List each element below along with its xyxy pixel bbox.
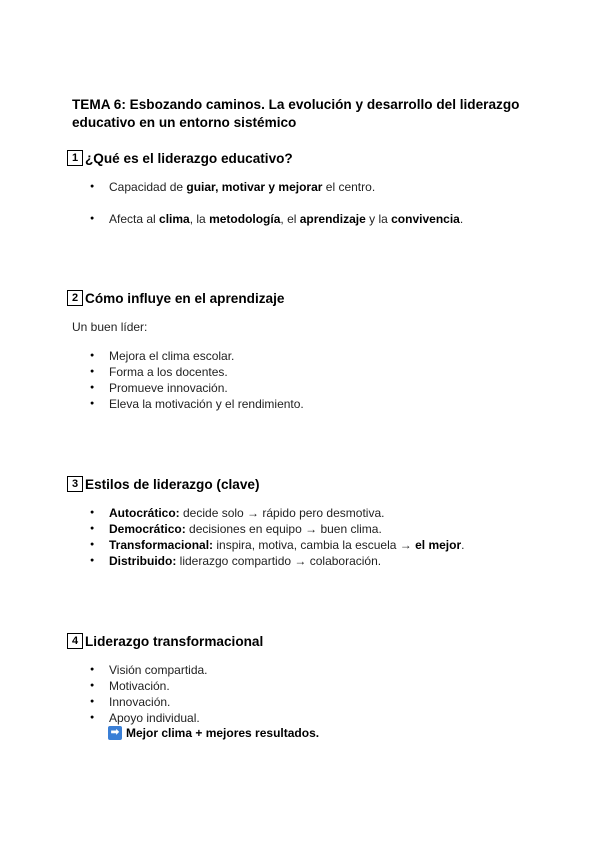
list-item: ● Apoyo individual.	[0, 710, 560, 726]
section-3-title: Estilos de liderazgo (clave)	[85, 476, 260, 492]
section-3-heading	[67, 476, 260, 492]
list-item: ● Capacidad de guiar, motivar y mejorar el centro.	[0, 179, 560, 195]
number-4-icon: 4	[67, 633, 83, 649]
list-item: ● Forma a los docentes.	[0, 364, 560, 380]
number-1-icon: 1	[67, 150, 83, 166]
list-item: ● Innovación.	[0, 694, 560, 710]
conclusion-line	[108, 726, 319, 740]
section-4-title: Liderazgo transformacional	[85, 633, 264, 649]
list-item: ● Democrático: decisiones en equipo → buen clima.	[0, 521, 560, 537]
section-4-list	[0, 662, 560, 726]
number-3-icon: 3	[67, 476, 83, 492]
list-item: ● Afecta al clima, la metodología, el aprendizaje y la convivencia.	[0, 211, 560, 227]
list-item: ● Transformacional: inspira, motiva, cambia la escuela → el mejor.	[0, 537, 560, 553]
section-2-list	[0, 348, 560, 412]
document-title: TEMA 6: Esbozando caminos. La evolución y desarrollo del liderazgo educativo en un entorno sistémico	[72, 97, 520, 130]
list-item: ● Eleva la motivación y el rendimiento.	[0, 396, 560, 412]
list-item: ● Distribuido: liderazgo compartido → colaboración.	[0, 553, 560, 569]
section-1-title: ¿Qué es el liderazgo educativo?	[85, 150, 293, 166]
section-2-heading	[67, 290, 284, 306]
right-arrow-icon: ➡	[108, 726, 122, 740]
list-item: ● Autocrático: decide solo → rápido pero desmotiva.	[0, 505, 560, 521]
list-item: ● Promueve innovación.	[0, 380, 560, 396]
section-2-intro: Un buen líder:	[72, 320, 148, 334]
list-item: ● Motivación.	[0, 678, 560, 694]
section-1-heading	[67, 150, 293, 166]
section-3-list	[0, 505, 560, 569]
section-4-heading	[67, 633, 263, 649]
conclusion-text: Mejor clima + mejores resultados.	[126, 726, 320, 740]
number-2-icon: 2	[67, 290, 83, 306]
section-2-title: Cómo influye en el aprendizaje	[85, 290, 285, 306]
list-item: ● Mejora el clima escolar.	[0, 348, 560, 364]
section-1-list	[0, 179, 560, 227]
list-item: ● Visión compartida.	[0, 662, 560, 678]
